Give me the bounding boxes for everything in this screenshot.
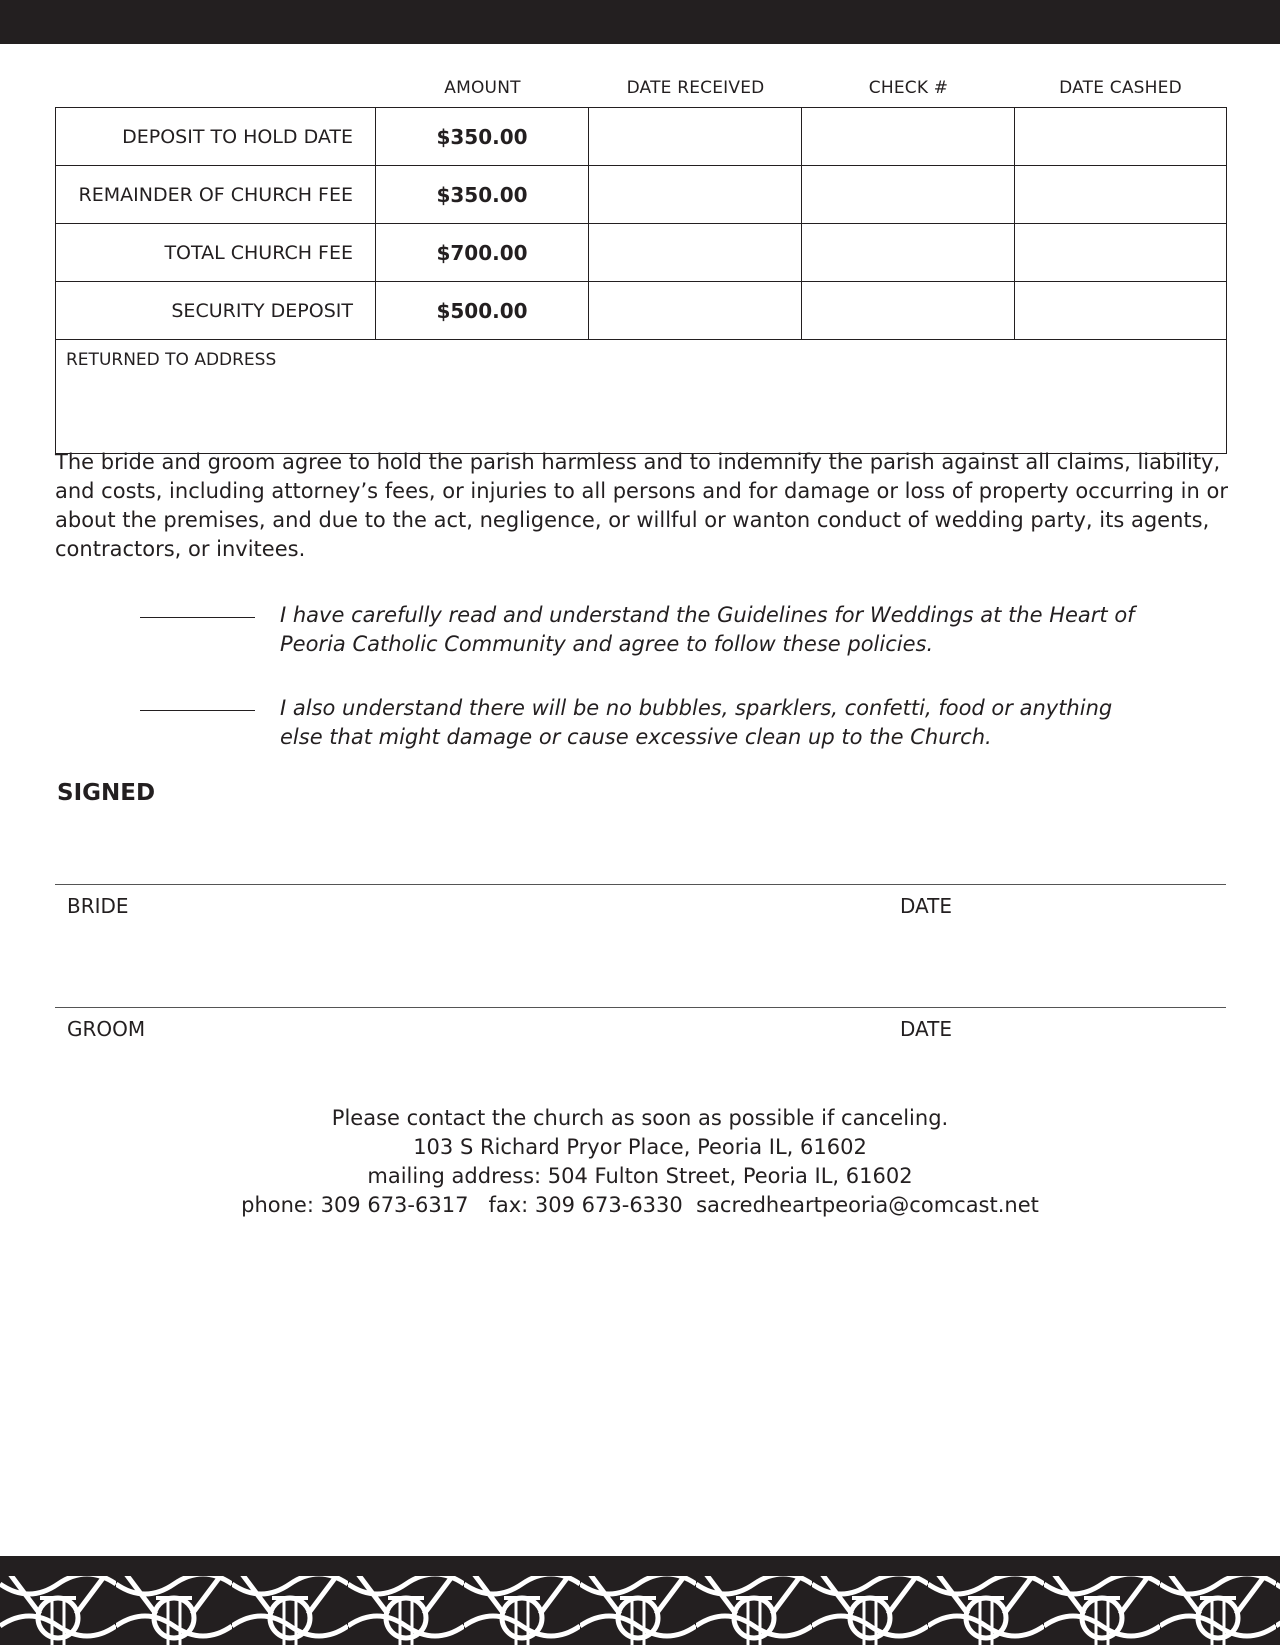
agreement-guidelines: [140, 601, 1140, 661]
table-row: [56, 224, 1227, 282]
header-bar: [0, 0, 1280, 44]
column-header-amount: AMOUNT: [444, 78, 521, 98]
table-row: [56, 282, 1227, 340]
column-header-check-number: CHECK #: [868, 78, 949, 98]
row-label: SECURITY DEPOSIT: [56, 282, 376, 340]
cancel-notice: Please contact the church as soon as possible if canceling.: [331, 1106, 949, 1130]
check-number-field[interactable]: [802, 282, 1015, 340]
amount-value: $700.00: [376, 224, 589, 282]
table-row: [56, 340, 1227, 454]
signed-heading: SIGNED: [57, 780, 156, 806]
initials-line[interactable]: [140, 617, 255, 618]
row-label: TOTAL CHURCH FEE: [56, 224, 376, 282]
check-number-field[interactable]: [802, 224, 1015, 282]
groom-signature-line[interactable]: [55, 1007, 1226, 1008]
fee-table-column-headers: [0, 78, 1280, 102]
table-row: [56, 166, 1227, 224]
groom-label: GROOM: [67, 1017, 146, 1041]
bride-signature-line[interactable]: [55, 884, 1226, 885]
groom-date-label: DATE: [900, 1017, 953, 1041]
column-header-date-received: DATE RECEIVED: [626, 78, 765, 98]
date-cashed-field[interactable]: [1015, 166, 1227, 224]
amount-value: $500.00: [376, 282, 589, 340]
amount-value: $350.00: [376, 166, 589, 224]
phone-fax-email: phone: 309 673-6317 fax: 309 673-6330 sacredheartpeoria@comcast.net: [241, 1193, 1039, 1217]
date-received-field[interactable]: [589, 282, 802, 340]
fee-table: [55, 107, 1227, 454]
mailing-address: mailing address: 504 Fulton Street, Peoria IL, 61602: [367, 1164, 913, 1188]
bride-date-label: DATE: [900, 894, 953, 918]
returned-to-address-field[interactable]: [56, 340, 1227, 454]
returned-to-address-label: RETURNED TO ADDRESS: [66, 350, 277, 370]
agreement-no-bubbles: [140, 694, 1140, 754]
row-label: DEPOSIT TO HOLD DATE: [56, 108, 376, 166]
date-received-field[interactable]: [589, 224, 802, 282]
check-number-field[interactable]: [802, 166, 1015, 224]
date-cashed-field[interactable]: [1015, 224, 1227, 282]
date-received-field[interactable]: [589, 166, 802, 224]
lattice-pattern-icon: [0, 1556, 1280, 1645]
date-received-field[interactable]: [589, 108, 802, 166]
initials-line[interactable]: [140, 710, 255, 711]
amount-value: $350.00: [376, 108, 589, 166]
date-cashed-field[interactable]: [1015, 108, 1227, 166]
table-row: [56, 108, 1227, 166]
street-address: 103 S Richard Pryor Place, Peoria IL, 61602: [413, 1135, 867, 1159]
bride-label: BRIDE: [67, 894, 129, 918]
indemnity-paragraph: The bride and groom agree to hold the parish harmless and to indemnify the parish against all claims, liability, and costs, including attorney’s fees, or injuries to all persons and for damage or loss of property occurring in or about the premises, and due to the act, negligence, or willful or wanton conduct of wedding party, its agents, contractors, or invitees.: [55, 450, 1228, 561]
agreement-text: I also understand there will be no bubbles, sparklers, confetti, food or anything else that might damage or cause excessive clean up to the Church.: [280, 696, 1113, 749]
row-label: REMAINDER OF CHURCH FEE: [56, 166, 376, 224]
agreement-text: I have carefully read and understand the Guidelines for Weddings at the Heart of Peoria Catholic Community and agree to follow these policies.: [280, 603, 1135, 656]
check-number-field[interactable]: [802, 108, 1015, 166]
decorative-footer-pattern: [0, 1556, 1280, 1645]
contact-info: [0, 1104, 1280, 1220]
column-header-date-cashed: DATE CASHED: [1059, 78, 1182, 98]
date-cashed-field[interactable]: [1015, 282, 1227, 340]
